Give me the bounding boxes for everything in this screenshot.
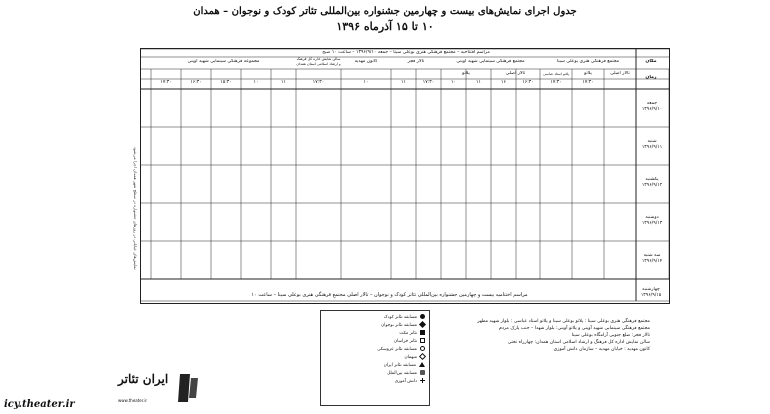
time-slot: ۱۰ [451, 80, 456, 85]
legend-item [325, 338, 425, 346]
day-label [637, 253, 667, 265]
table-grid-lines [141, 49, 671, 305]
side-note: نمایش‌های خیابانی در روزهای جشنواره در سطح شهر همدان اجرا می‌شود [133, 147, 138, 270]
legend-item [325, 322, 425, 330]
festival-dates: ۱۰ تا ۱۵ آذرماه ۱۳۹۶ [336, 20, 434, 33]
closing-ceremony: مراسم اختتامیه بیست و چهارمین جشنواره بین‌المللی تئاتر کودک و نوجوان – تالار اصلی مجتمع فرهنگی هنری بوعلی سینا – ساعت ۱۰ [251, 292, 528, 298]
schedule-table [140, 48, 670, 304]
day-label [637, 101, 667, 113]
festival-title: جدول اجرای نمایش‌های بیست و چهارمین جشنواره بین‌المللی تئاتر کودک و نوجوان – همدان [193, 6, 577, 17]
time-slot: ۱۵:۳۰ [220, 80, 232, 85]
brand-name: ایران تئاتر [118, 372, 169, 386]
hall-avini-main: تالار اصلی [505, 71, 526, 76]
day-date: ۱۳۹۶/۹/۱۰ [641, 107, 663, 112]
cross-icon [420, 378, 425, 383]
time-slot: ۱۰ [363, 80, 369, 85]
day-date: ۱۳۹۶/۹/۱۲ [641, 183, 663, 188]
venue-address-1: مجتمع فرهنگی هنری بوعلی سینا : پلاتو بوعلی سینا و پلاتو استاد عباسی : بلوار شهید مطهر [477, 319, 650, 324]
venue-mahdieh: کانون مهدیه [354, 59, 378, 64]
circle-icon [420, 314, 425, 319]
day-label [637, 215, 667, 227]
day-name: دوشنبه [645, 215, 659, 220]
legend-box [320, 310, 430, 406]
time-slot: ۱۶:۳۰ [522, 80, 534, 85]
schedule-title [0, 6, 770, 33]
legend-item [325, 330, 425, 338]
venue-bouali: مجتمع فرهنگی هنری بوعلی سینا [556, 59, 620, 64]
opening-caption: مراسم افتتاحیه – مجتمع فرهنگی هنری بوعلی سینا – جمعه ۱۳۹۶/۹/۱۰ – ساعت ۱۰ صبح [322, 50, 490, 55]
legend-label: مسابقه تئاتر عروسکی [377, 347, 417, 352]
brand-url: www.theater.ir [118, 398, 148, 403]
venue-fajr: تالار فجر [407, 59, 425, 64]
day-date: ۱۳۹۶/۹/۱۳ [641, 221, 663, 226]
site-watermark: icy.theater.ir [4, 399, 75, 410]
day-wednesday: چهارشنبه ۱۳۹۶/۹/۱۵ [640, 287, 662, 298]
time-slot: ۱۱ [281, 80, 286, 85]
hall-bouali-plateau: پلاتو [584, 71, 592, 76]
time-slot: ۱۶ [501, 80, 506, 85]
time-slot: ۱۰ [253, 80, 259, 85]
diamond-o-icon [419, 353, 426, 360]
circle-o-icon [420, 346, 425, 351]
venue-address-3: تالار فجر: ضلع جنوبی آرامگاه بوعلی سینا [571, 333, 650, 338]
triangle-icon [419, 362, 425, 367]
day-label [637, 139, 667, 151]
hall-abbasi-plateau: پلاتو استاد عباسی [543, 72, 569, 76]
venue-avini-complex: مجموعه فرهنگی سینمایی شهید آوینی [187, 59, 260, 64]
time-slot: ۱۷:۳۰ [550, 80, 562, 85]
legend-label: مسابقه تئاتر کودک [383, 315, 417, 320]
time-slot: ۱۱ [476, 80, 481, 85]
venue-address-2: مجتمع فرهنگی سینمایی شهید آوینی و پلاتو آوینی: بلوار شهدا – جنب پارک مردم [498, 326, 650, 331]
day-name: سه شنبه [643, 253, 661, 258]
square-o-icon [420, 338, 425, 343]
day-name: شنبه [647, 139, 657, 144]
time-slot: ۱۷:۳۰ [160, 80, 172, 85]
legend-item [325, 354, 425, 362]
day-date: ۱۳۹۶/۹/۱۴ [641, 259, 663, 264]
legend-item [325, 362, 425, 370]
time-label: زمان [645, 75, 657, 80]
day-label [637, 177, 667, 189]
legend-label: مسابقه تئاتر ایران [383, 363, 416, 368]
star-icon [420, 370, 425, 375]
hall-avini-plateau: پلاتو [462, 71, 470, 76]
venue-avini: مجتمع فرهنگی سینمایی شهید آوینی [456, 59, 525, 64]
legend-label: میهمان [404, 355, 417, 360]
legend-label: مسابقه تئاتر نوجوان [381, 323, 417, 328]
time-slot: ۱۶:۳۰ [190, 80, 202, 85]
hall-bouali-main: تالار اصلی [610, 71, 630, 76]
diamond-icon [419, 321, 426, 328]
day-name: جمعه [646, 101, 658, 106]
legend-item [325, 378, 425, 386]
square-icon [420, 330, 425, 335]
legend-label: مسابقه بین‌الملل [387, 371, 417, 376]
legend-item [325, 314, 425, 322]
venue-ershad: سالن نمایش اداره کل فرهنگ و ارشاد اسلامی استان همدان [296, 57, 341, 66]
legend-item [325, 370, 425, 378]
time-slot: ۱۷:۳۰ [312, 80, 325, 85]
day-name: یکشنبه [645, 177, 659, 182]
legend-label: دانش آموزی [394, 379, 417, 384]
venue-address-5: کانون مهدیه : خیابان مهدیه – سازمان دانش آموزی [553, 347, 650, 352]
time-slot: ۱۱ [401, 80, 406, 85]
legend-label: تئاتر خراسان [393, 339, 417, 344]
time-slot: ۱۷:۳۰ [422, 80, 435, 85]
venue-address-4: سالن نمایش اداره کل فرهنگ و ارشاد اسلامی استان همدان: چهارراه تختی [507, 340, 650, 345]
legend-label: تئاتر مکث [399, 331, 417, 336]
venue-label: مکان [645, 59, 657, 64]
time-slot: ۱۷:۳۰ [582, 80, 594, 85]
legend-item [325, 346, 425, 354]
day-date: ۱۳۹۶/۹/۱۱ [641, 145, 663, 150]
